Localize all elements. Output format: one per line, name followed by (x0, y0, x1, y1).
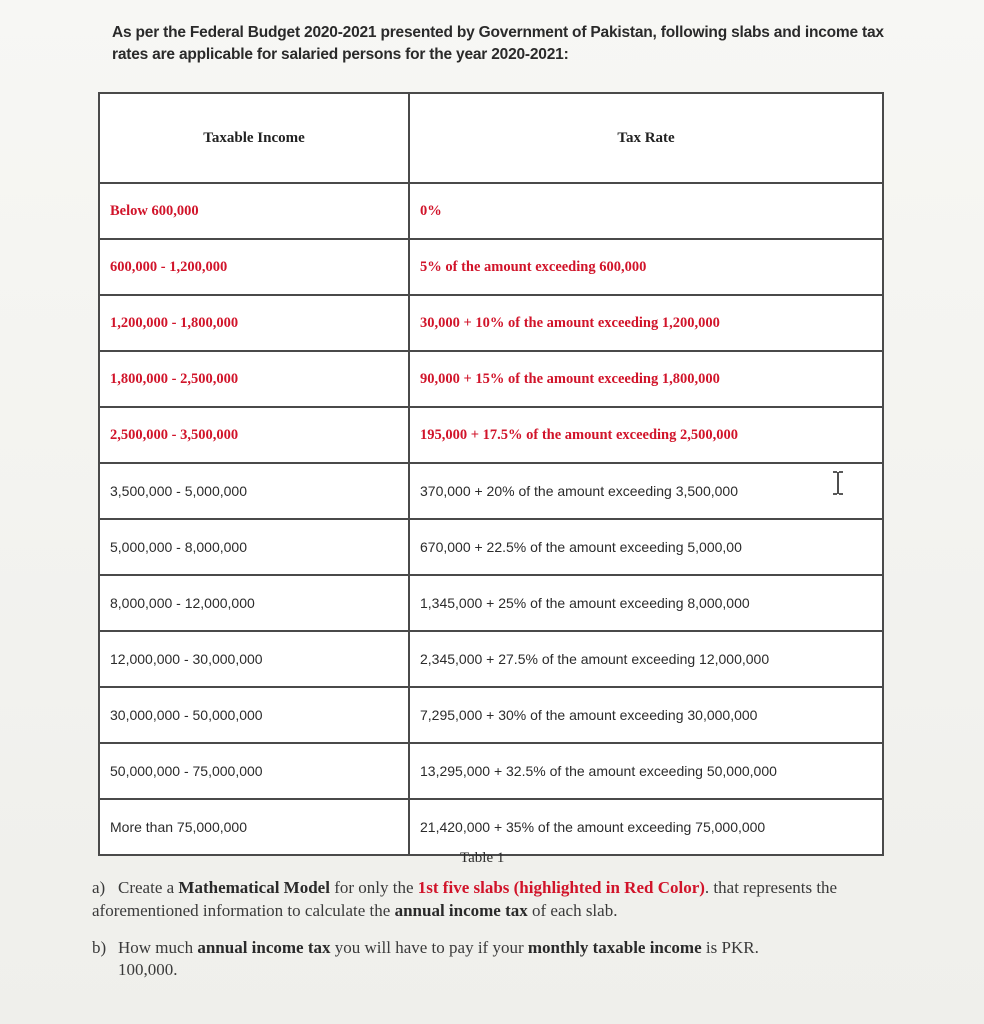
table-row (99, 239, 883, 295)
table-row (99, 743, 883, 799)
table-row (99, 183, 883, 239)
question-b-label: b) (92, 938, 107, 957)
rate-cell: 0% (409, 183, 883, 239)
income-cell: More than 75,000,000 (99, 799, 409, 855)
table-caption: Table 1 (460, 850, 505, 866)
rate-cell: 1,345,000 + 25% of the amount exceeding 8,000,000 (409, 575, 883, 631)
income-cell: 12,000,000 - 30,000,000 (99, 631, 409, 687)
rate-cell: 670,000 + 22.5% of the amount exceeding 5,000,00 (409, 519, 883, 575)
income-cell: Below 600,000 (99, 183, 409, 239)
table-row (99, 351, 883, 407)
table-row (99, 295, 883, 351)
rate-cell: 30,000 + 10% of the amount exceeding 1,200,000 (409, 295, 883, 351)
rate-cell: 21,420,000 + 35% of the amount exceeding 75,000,000 (409, 799, 883, 855)
header-taxable-income: Taxable Income (99, 93, 409, 183)
rate-cell: 2,345,000 + 27.5% of the amount exceeding 12,000,000 (409, 631, 883, 687)
question-a-label: a) (92, 878, 106, 897)
question-a-text: Create a Mathematical Model for only the 1st five slabs (highlighted in Red Color). that represents the aforementioned information to calculate the annual income tax of each slab. (92, 878, 838, 920)
text-cursor-icon (828, 470, 848, 496)
question-b-continuation: 100,000. (118, 960, 178, 979)
income-cell: 600,000 - 1,200,000 (99, 239, 409, 295)
income-cell: 1,800,000 - 2,500,000 (99, 351, 409, 407)
income-cell: 2,500,000 - 3,500,000 (99, 407, 409, 463)
table-header-row (99, 93, 883, 183)
table-row (99, 463, 883, 519)
table-row (99, 407, 883, 463)
income-cell: 30,000,000 - 50,000,000 (99, 687, 409, 743)
rate-cell: 7,295,000 + 30% of the amount exceeding 30,000,000 (409, 687, 883, 743)
table-row (99, 799, 883, 855)
table-row (99, 575, 883, 631)
income-cell: 1,200,000 - 1,800,000 (99, 295, 409, 351)
header-tax-rate: Tax Rate (409, 93, 883, 183)
question-a (92, 876, 902, 922)
rate-cell: 13,295,000 + 32.5% of the amount exceeding 50,000,000 (409, 743, 883, 799)
rate-cell: 90,000 + 15% of the amount exceeding 1,800,000 (409, 351, 883, 407)
income-cell: 50,000,000 - 75,000,000 (99, 743, 409, 799)
table-row (99, 519, 883, 575)
rate-cell: 370,000 + 20% of the amount exceeding 3,500,000 (409, 463, 883, 519)
table-row (99, 631, 883, 687)
tax-slab-table (98, 92, 884, 856)
income-cell: 8,000,000 - 12,000,000 (99, 575, 409, 631)
income-cell: 3,500,000 - 5,000,000 (99, 463, 409, 519)
rate-cell: 5% of the amount exceeding 600,000 (409, 239, 883, 295)
intro-paragraph: As per the Federal Budget 2020-2021 presented by Government of Pakistan, following slabs and income tax rates are applicable for salaried persons for the year 2020-2021: (112, 24, 884, 63)
question-b (92, 936, 902, 959)
table-row (99, 687, 883, 743)
rate-cell: 195,000 + 17.5% of the amount exceeding 2,500,000 (409, 407, 883, 463)
question-b-text: How much annual income tax you will have to pay if your monthly taxable income is PKR. (118, 938, 759, 957)
income-cell: 5,000,000 - 8,000,000 (99, 519, 409, 575)
